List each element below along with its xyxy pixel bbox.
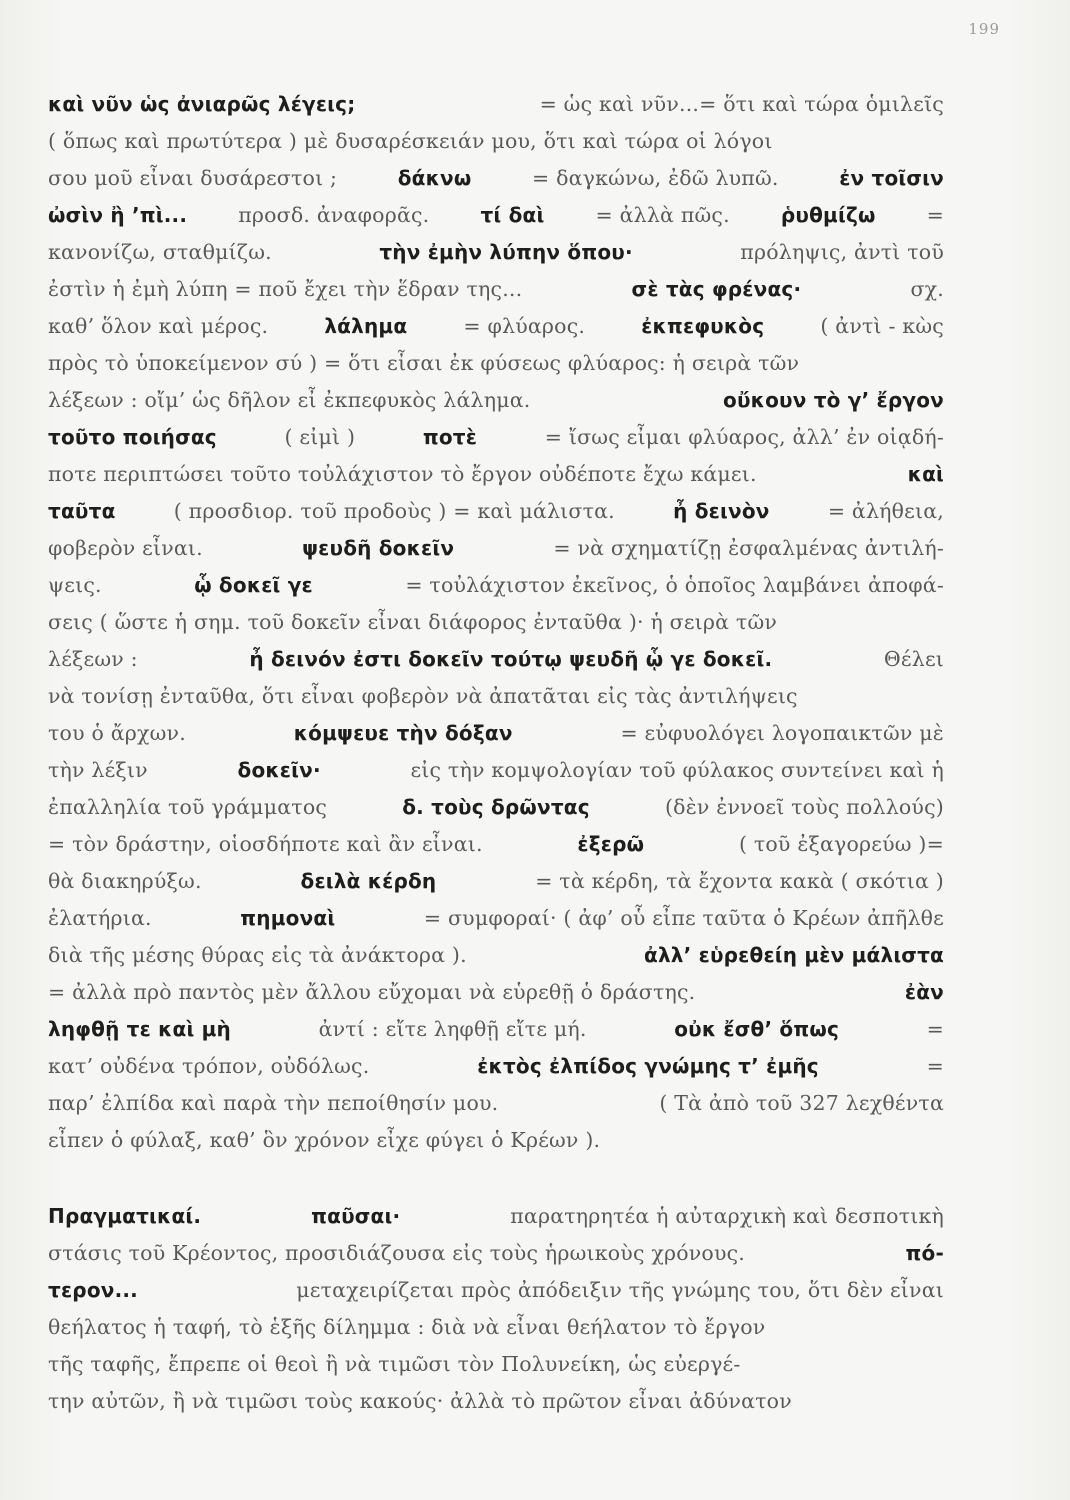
gloss-text: λέξεων : οἴμ’ ὡς δῆλον εἶ ἐκπεφυκὸς λάλημα.	[48, 388, 531, 412]
text-line	[48, 493, 944, 530]
text-line	[48, 456, 944, 493]
gloss-text: = ἀλλὰ πρὸ παντὸς μὲν ἄλλου εὔχομαι νὰ εὑρεθῇ ὁ δράστης.	[48, 980, 696, 1004]
text-line	[48, 86, 944, 123]
gloss-text: πρὸς τὸ ὑποκείμενον σύ ) = ὅτι εἶσαι ἐκ φύσεως φλύαρος: ἡ σειρὰ τῶν	[48, 351, 800, 375]
lemma-term: ἐκτὸς ἐλπίδος γνώμης τ’ ἐμῆς	[477, 1054, 819, 1078]
gloss-text: ( προσδιορ. τοῦ προδοὺς ) = καὶ μάλιστα.	[173, 499, 615, 523]
text-line	[48, 1383, 944, 1420]
text-line	[48, 1309, 944, 1346]
gloss-text: διὰ τῆς μέσης θύρας εἰς τὰ ἀνάκτορα ).	[48, 943, 467, 967]
lemma-term: πημοναὶ	[240, 906, 336, 930]
gloss-text: ἐστὶν ἡ ἐμὴ λύπη = ποῦ ἔχει τὴν ἕδραν της...	[48, 277, 523, 301]
lemma-term: ταῦτα	[48, 499, 116, 523]
lemma-term: οὔκουν τὸ γ’ ἔργον	[723, 388, 944, 412]
lemma-term: ὠσὶν ἢ ’πὶ...	[48, 203, 188, 227]
text-line	[48, 641, 944, 678]
text-line	[48, 900, 944, 937]
gloss-text: μεταχειρίζεται πρὸς ἀπόδειξιν τῆς γνώμης του, ὅτι δὲν εἶναι	[296, 1278, 944, 1302]
lemma-term: δάκνω	[397, 166, 472, 190]
gloss-text: (δὲν ἐννοεῖ τοὺς πολλούς)	[664, 795, 944, 819]
gloss-text: =	[926, 1054, 944, 1078]
lemma-term: δοκεῖν·	[237, 758, 321, 782]
lemma-term: τὴν ἐμὴν λύπην ὅπου·	[379, 240, 633, 264]
text-line	[48, 1272, 944, 1309]
lemma-term: ληφθῇ τε καὶ μὴ	[48, 1017, 231, 1041]
gloss-text: στάσις τοῦ Κρέοντος, προσιδιάζουσα εἰς τοὺς ἡρωικοὺς χρόνους.	[48, 1241, 746, 1265]
lemma-term: ῥυθμίζω	[780, 203, 876, 227]
text-line	[48, 123, 944, 160]
text-line	[48, 752, 944, 789]
lemma-term: καὶ νῦν ὡς ἀνιαρῶς λέγεις;	[48, 92, 356, 116]
text-line	[48, 604, 944, 641]
gloss-text: σεις ( ὥστε ἡ σημ. τοῦ δοκεῖν εἶναι διάφορος ἐνταῦθα )· ἡ σειρὰ τῶν	[48, 610, 778, 634]
lemma-term: ἐὰν	[904, 980, 944, 1004]
lemma-term: Πραγματικαί.	[48, 1204, 202, 1228]
gloss-text: λέξεων :	[48, 647, 138, 671]
lemma-term: ποτὲ	[422, 425, 478, 449]
gloss-text: Θέλει	[883, 647, 944, 671]
commentary-paragraph	[48, 86, 944, 1159]
gloss-text: τῆς ταφῆς, ἔπρεπε οἱ θεοὶ ἢ νὰ τιμῶσι τὸν Πολυνείκη, ὡς εὐεργέ-	[48, 1352, 741, 1376]
text-line	[48, 567, 944, 604]
gloss-text: ἐπαλληλία τοῦ γράμματος	[48, 795, 328, 819]
gloss-text: εἰς τὴν κομψολογίαν τοῦ φύλακος συντείνει καὶ ἡ	[410, 758, 944, 782]
gloss-text: = νὰ σχηματίζῃ ἐσφαλμένας ἀντιλή-	[553, 536, 944, 560]
lemma-term: πό-	[905, 1241, 944, 1265]
text-line	[48, 715, 944, 752]
lemma-term: σὲ τὰς φρένας·	[631, 277, 802, 301]
gloss-text: προσδ. ἀναφορᾶς.	[238, 203, 430, 227]
text-line	[48, 345, 944, 382]
gloss-text: ἀντί : εἴτε ληφθῇ εἴτε μή.	[318, 1017, 587, 1041]
gloss-text: = δαγκώνω, ἐδῶ λυπῶ.	[532, 166, 779, 190]
text-line	[48, 530, 944, 567]
gloss-text: = εὐφυολόγει λογοπαικτῶν μὲ	[620, 721, 944, 745]
lemma-term: ἐκπεφυκὸς	[641, 314, 765, 338]
gloss-text: καθ’ ὅλον καὶ μέρος.	[48, 314, 269, 338]
text-line	[48, 974, 944, 1011]
gloss-text: ( τοῦ ἐξαγορεύω )=	[738, 832, 944, 856]
gloss-text: ( Τὰ ἀπὸ τοῦ 327 λεχθέντα	[659, 1091, 944, 1115]
text-line	[48, 937, 944, 974]
lemma-term: ᾧ δοκεῖ γε	[194, 573, 313, 597]
gloss-text: = ἀλλὰ πῶς.	[595, 203, 730, 227]
lemma-term: τερον...	[48, 1278, 138, 1302]
gloss-text: ( εἰμὶ )	[284, 425, 356, 449]
gloss-text: = ὡς καὶ νῦν...= ὅτι καὶ τώρα ὁμιλεῖς	[539, 92, 944, 116]
gloss-text: φοβερὸν εἶναι.	[48, 536, 203, 560]
lemma-term: ἀλλ’ εὑρεθείη μὲν μάλιστα	[644, 943, 944, 967]
text-line	[48, 789, 944, 826]
lemma-term: δειλὰ κέρδη	[300, 869, 437, 893]
gloss-text: ἐλατήρια.	[48, 906, 152, 930]
text-line	[48, 308, 944, 345]
text-line	[48, 1122, 944, 1159]
gloss-text: πρόληψις, ἀντὶ τοῦ	[740, 240, 944, 264]
gloss-text: την αὐτῶν, ἢ νὰ τιμῶσι τοὺς κακούς· ἀλλὰ τὸ πρῶτον εἶναι ἀδύνατον	[48, 1389, 792, 1413]
gloss-text: = ἴσως εἶμαι φλύαρος, ἀλλ’ ἐν οἱᾳδή-	[544, 425, 944, 449]
gloss-text: σου μοῦ εἶναι δυσάρεστοι ;	[48, 166, 338, 190]
text-line	[48, 826, 944, 863]
pragmatikai-paragraph	[48, 1198, 944, 1420]
gloss-text: =	[926, 1017, 944, 1041]
text-line	[48, 863, 944, 900]
page-number: 199	[968, 20, 1000, 38]
lemma-term: τοῦτο ποιήσας	[48, 425, 217, 449]
lemma-term: ἐν τοῖσιν	[839, 166, 944, 190]
lemma-term: ψευδῆ δοκεῖν	[302, 536, 455, 560]
gloss-text: νὰ τονίσῃ ἐνταῦθα, ὅτι εἶναι φοβερὸν νὰ ἀπατᾶται εἰς τὰς ἀντιλήψεις	[48, 684, 798, 708]
lemma-term: ἐξερῶ	[577, 832, 645, 856]
gloss-text: ψεις.	[48, 573, 102, 597]
lemma-term: δ. τοὺς δρῶντας	[402, 795, 590, 819]
gloss-text: τὴν λέξιν	[48, 758, 148, 782]
text-line	[48, 1198, 944, 1235]
text-line	[48, 197, 944, 234]
lemma-term: οὐκ ἔσθ’ ὅπως	[674, 1017, 840, 1041]
gloss-text: ( ὅπως καὶ πρωτύτερα ) μὲ δυσαρέσκειάν μου, ὅτι καὶ τώρα οἱ λόγοι	[48, 129, 773, 153]
lemma-term: καὶ	[907, 462, 944, 486]
lemma-term: ἦ δεινὸν	[673, 499, 770, 523]
text-line	[48, 1048, 944, 1085]
gloss-text: θὰ διακηρύξω.	[48, 869, 202, 893]
gloss-text: θεήλατος ἡ ταφή, τὸ ἑξῆς δίλημμα : διὰ νὰ εἶναι θεήλατον τὸ ἔργον	[48, 1315, 766, 1339]
gloss-text: = τοὐλάχιστον ἐκεῖνος, ὁ ὁποῖος λαμβάνει ἀποφά-	[405, 573, 944, 597]
gloss-text: κατ’ οὐδένα τρόπον, οὐδόλως.	[48, 1054, 370, 1078]
gloss-text: παρατηρητέα ἡ αὐταρχικὴ καὶ δεσποτικὴ	[510, 1204, 944, 1228]
gloss-text: σχ.	[910, 277, 944, 301]
lemma-term: κόμψευε τὴν δόξαν	[293, 721, 513, 745]
gloss-text: = τὰ κέρδη, τὰ ἔχοντα κακὰ ( σκότια )	[535, 869, 944, 893]
gloss-text: = τὸν δράστην, οἱοσδήποτε καὶ ἂν εἶναι.	[48, 832, 483, 856]
text-line	[48, 678, 944, 715]
lemma-term: λάλημα	[324, 314, 408, 338]
gloss-text: παρ’ ἐλπίδα καὶ παρὰ τὴν πεποίθησίν μου.	[48, 1091, 499, 1115]
gloss-text: =	[926, 203, 944, 227]
gloss-text: του ὁ ἄρχων.	[48, 721, 186, 745]
gloss-text: ( ἀντὶ - κὼς	[820, 314, 944, 338]
text-line	[48, 1235, 944, 1272]
text-line	[48, 160, 944, 197]
text-line	[48, 234, 944, 271]
lemma-term: ἦ δεινόν ἐστι δοκεῖν τούτῳ ψευδῆ ᾧ γε δοκεῖ.	[249, 647, 773, 671]
gloss-text: = ἀλήθεια,	[827, 499, 944, 523]
text-line	[48, 1346, 944, 1383]
gloss-text: εἶπεν ὁ φύλαξ, καθ’ ὃν χρόνον εἶχε φύγει ὁ Κρέων ).	[48, 1128, 601, 1152]
lemma-term: παῦσαι·	[311, 1204, 401, 1228]
gloss-text: = συμφοραί· ( ἀφ’ οὗ εἶπε ταῦτα ὁ Κρέων ἀπῆλθε	[423, 906, 944, 930]
text-line	[48, 1011, 944, 1048]
gloss-text: κανονίζω, σταθμίζω.	[48, 240, 272, 264]
text-line	[48, 419, 944, 456]
text-line	[48, 382, 944, 419]
gloss-text: ποτε περιπτώσει τοῦτο τοὐλάχιστον τὸ ἔργον οὐδέποτε ἔχω κάμει.	[48, 462, 757, 486]
gloss-text: = φλύαρος.	[463, 314, 586, 338]
text-line	[48, 1085, 944, 1122]
lemma-term: τί δαὶ	[480, 203, 545, 227]
text-line	[48, 271, 944, 308]
